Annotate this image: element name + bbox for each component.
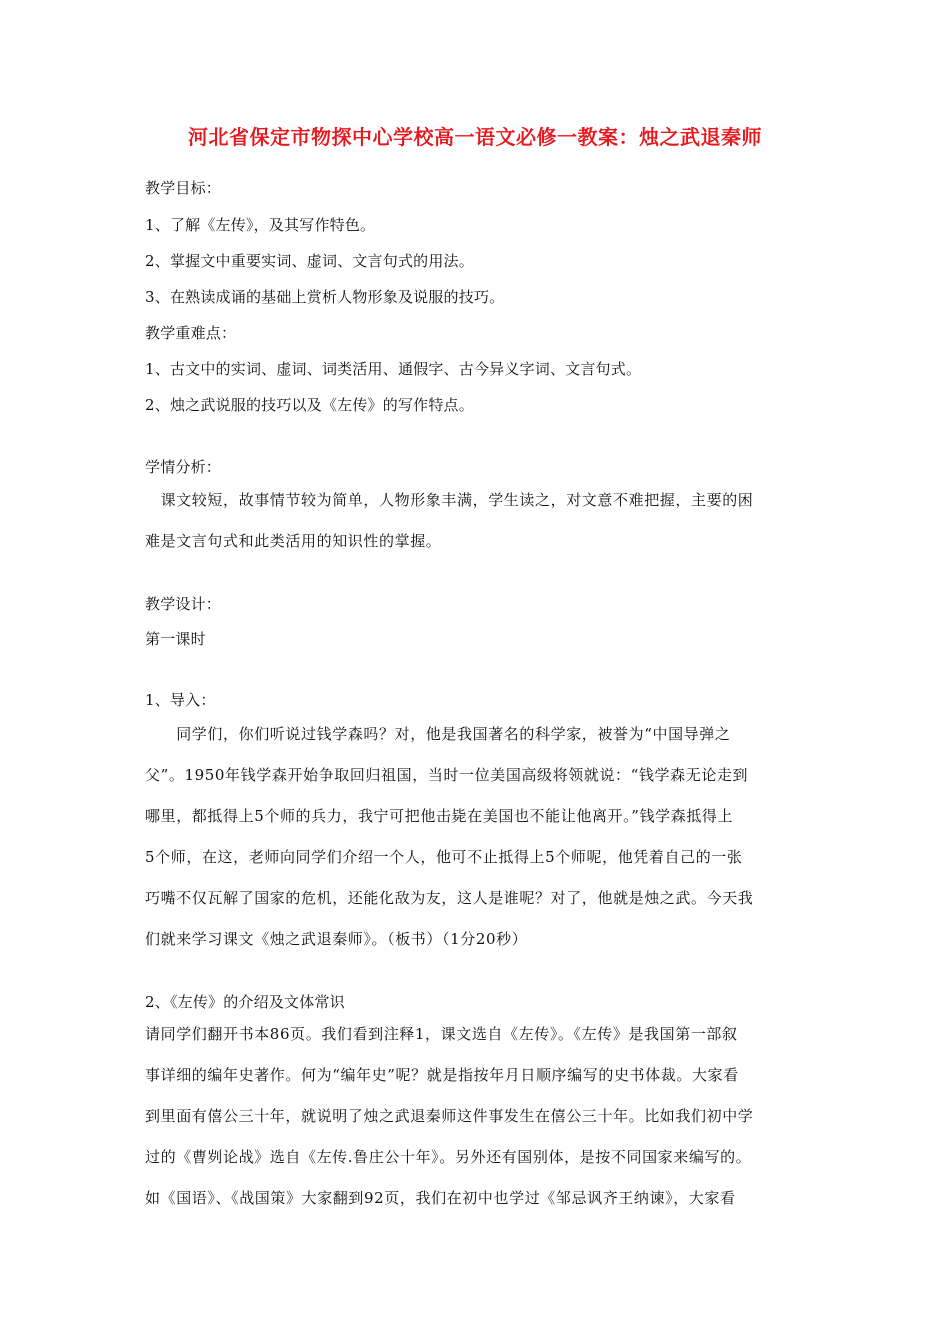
- paragraph-line: 们就来学习课文《烛之武退秦师》。（板书）（1分20秒）: [145, 930, 528, 948]
- paragraph-line: 请同学们翻开书本86页。我们看到注释1，课文选自《左传》。《左传》是我国第一部叙: [145, 1025, 738, 1043]
- paragraph-line: 巧嘴不仅瓦解了国家的危机，还能化敌为友，这人是谁呢？对了，他就是烛之武。今天我: [145, 889, 754, 907]
- analysis-paragraph: [145, 488, 807, 570]
- paragraph-line: 事详细的编年史著作。何为“编年史”呢？就是指按年月日顺序编写的史书体裁。大家看: [145, 1066, 739, 1084]
- goal-item: 1、了解《左传》，及其写作特色。: [145, 216, 376, 234]
- key-point-item: 1、古文中的实词、虚词、词类活用、通假字、古今异义字词、文言句式。: [145, 360, 642, 378]
- key-point-item: 2、烛之武说服的技巧以及《左传》的写作特点。: [145, 396, 474, 414]
- analysis-heading: 学情分析：: [145, 458, 222, 476]
- paragraph-line: 5个师，在这，老师向同学们介绍一个人，他可不止抵得上5个师呢，他凭着自己的一张: [145, 848, 743, 866]
- paragraph-line: 哪里，都抵得上5个师的兵力，我宁可把他击毙在美国也不能让他离开。”钱学森抵得上: [145, 807, 734, 825]
- paragraph-line: 难是文言句式和此类活用的知识性的掌握。: [145, 532, 442, 550]
- paragraph-line: 过的《曹刿论战》选自《左传.鲁庄公十年》。另外还有国别体，是按不同国家来编写的。: [145, 1148, 752, 1166]
- paragraph-line: 到里面有僖公三十年，就说明了烛之武退秦师这件事发生在僖公三十年。比如我们初中学: [145, 1107, 754, 1125]
- goal-item: 3、在熟读成诵的基础上赏析人物形象及说服的技巧。: [145, 288, 505, 306]
- paragraph-line: 同学们，你们听说过钱学森吗？对，他是我国著名的科学家，被誉为“中国导弹之: [145, 725, 731, 743]
- goals-heading: 教学目标：: [145, 179, 222, 197]
- zuozhuan-heading: 2、《左传》的介绍及文体常识: [145, 993, 345, 1011]
- paragraph-line: 课文较短，故事情节较为简单，人物形象丰满，学生读之，对文意不难把握，主要的困: [145, 491, 754, 509]
- intro-heading: 1、导入：: [145, 691, 216, 709]
- goal-item: 2、掌握文中重要实词、虚词、文言句式的用法。: [145, 252, 474, 270]
- paragraph-line: 如《国语》、《战国策》大家翻到92页，我们在初中也学过《邹忌讽齐王纳谏》，大家看: [145, 1189, 736, 1207]
- key-points-heading: 教学重难点：: [145, 324, 237, 342]
- design-heading: 教学设计：: [145, 595, 222, 613]
- document-title: 河北省保定市物探中心学校高一语文必修一教案：烛之武退秦师: [188, 125, 762, 149]
- intro-paragraph: [145, 722, 807, 968]
- zuozhuan-paragraph: [145, 1022, 807, 1227]
- paragraph-line: 父”。1950年钱学森开始争取回归祖国，当时一位美国高级将领就说：“钱学森无论走到: [145, 766, 749, 784]
- lesson-label: 第一课时: [145, 630, 206, 648]
